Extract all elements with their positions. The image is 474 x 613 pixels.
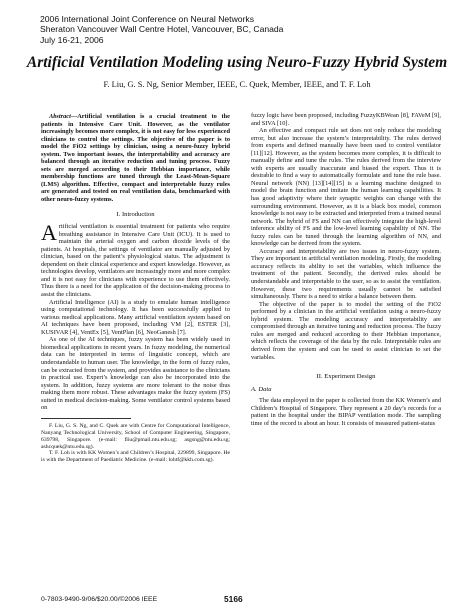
footnote-author-kkh: T. F. Loh is with KK Women’s and Children’s Hospital, 229899, Singapore. He is with the Department of Paediatric Medicine. (e-mail: lohtf@kkh.com.sg).: [41, 450, 230, 464]
paper-authors: F. Liu, G. S. Ng, Senior Member, IEEE, C. Quek, Member, IEEE, and T. F. Loh: [103, 80, 371, 89]
intro-paragraph-3: As one of the AI techniques, fuzzy system has been widely used in biomedical applications in recent years. In fuzzy modeling, the numerical data can be interpreted in terms of linguistic concept, which are understandable to human user. The knowledge, in the form of fuzzy rules, can be extracted from the system, and provides assistance to the clinicians in practical use. Expert’s knowledge can also be incorporated into the system. In addition, fuzzy systems are more tolerant to the noise thus making them more robust. These advantages make the fuzzy system (FS) suited in medical decision-making. Some ventilator control systems based on: [41, 336, 230, 412]
right-paragraph-4: The objective of the paper is to model the setting of the FiO2 performed by a clinician in the artificial ventilation using a neuro-fuzzy hybrid system. The modeling accuracy and interpretability are compromised through an iterative tuning and reduction process. The fuzzy rules are merged and reduced according to their Hebbian importance, which reflects the coverage of the data by the rule. Interpretable rules are derived from the system and can be used to assist clinician to set the variables.: [251, 300, 441, 361]
right-paragraph-3: Accuracy and interpretability are two issues in neuro-fuzzy system. They are important in artificial ventilation modeling. Firstly, the modeling accuracy reflects its ability to set the variables, which influence the treatment of the patient. Secondly, the derived rules should be understandable and interpretable to the user, so as to assist the ventilation. However, these two requirements usually cannot be satisfied simultaneously. There is a need to strike a balance between them.: [251, 247, 441, 301]
abstract: [41, 113, 230, 204]
left-column: [41, 113, 230, 464]
right-paragraph-2: An effective and compact rule set does not only reduce the modeling error, but also increase the system’s interpretability. The rules derived from experts and defined manually have been used to control ventilator [11][12]. However, as the system becomes more complex, it is difficult to manually define and tune the rules. The rules derived from the interview with experts are usually inaccurate and biased the expert. Thus it is desirable to find a way to automatically formulate and tune the rule base. Neural network (NN) [13][14][15] is a learning machine designed to model the brain function and imitate the human learning capabilities. It has good adaptivity where their synaptic weights can change with the surrounding environment. However, as it is a black box model, common knowledge is not easy to be extracted and interpreted from a trained neural network. The hybrid of FS and NN can effectively integrate the high-level inference ability of FS and the low-level learning capability of NN. The fuzzy rules can be tuned through the learning algorithm of NN, and knowledge can be derived from the system.: [251, 127, 441, 248]
intro-paragraph-2: Artificial Intelligence (AI) is a study to emulate human intelligence using computational technology. It has been successfully applied to various medical applications. Many artificial ventilation system based on AI techniques have been proposed, including VM [2], ESTER [3], KUSIVAR [4], VentEx [5], VentPlan [6], NeoGanesh [7].: [41, 298, 230, 336]
conference-header: [40, 14, 283, 45]
right-paragraph-1: fuzzy logic have been proposed, including FuzzyKBWean [8], FAVeM [9], and SIVA [10].: [251, 112, 441, 127]
intro-paragraph-1: [41, 220, 231, 299]
footnote-divider: [41, 418, 131, 419]
paper-title: Artificial Ventilation Modeling using Neuro-Fuzzy Hybrid System: [26, 54, 448, 71]
footnote-authors-ntu: F. Liu, G. S. Ng, and C. Quek are with Centre for Computational Intelligence, Nanyang Technological University, School of Computer Engineering, Singapore, 639798, Singapore. (e-mail: fliu@pmail.ntu.edu.sg; asgsng@ntu.edu.sg; ashcquek@ntu.edu.sg).: [41, 422, 230, 450]
page-number: 5166: [224, 594, 243, 604]
abstract-text: —Artificial ventilation is a crucial treatment to the patients in Intensive Care Unit. However, as the ventilator increasingly becomes more complex, it is not easy for less experienced clinicians to control the settings. The objective of the paper is to model the FiO2 settings by clinician, using a neuro-fuzzy hybrid system. Two important issues, the interpretability and accuracy are balanced through an iterative reduction and tuning process. Fuzzy sets are merged according to their Hebbian importance, while membership functions are tuned through the Least-Mean-Square (LMS) algorithm. Effective, compact and interpretable fuzzy rules are generated and tested on real ventilation data, benchmarked with other neuro-fuzzy systems.: [41, 113, 230, 204]
section-heading-experiment-design: II. Experiment Design: [316, 373, 376, 381]
conference-venue: Sheraton Vancouver Wall Centre Hotel, Vancouver, BC, Canada: [40, 24, 284, 35]
right-column: [251, 112, 441, 427]
drop-cap: A: [41, 220, 57, 246]
abstract-lead: Abstract: [49, 113, 71, 120]
intro-paragraph-1-text: rtificial ventilation is essential treatment for patients who require breathing assistance in Intensive Care Unit (ICU). It is used to maintain the arterial oxygen and carbon dioxide levels of the patients. At hospitals, the settings of ventilator are manually adjusted by clinician, based on the patient’s physiological status. The adjustment is dependent on their clinical experience and expert knowledge. However, as technologies develop, ventilators are increasingly more and more complex and it is not easy for clinicians with experience to use them effectively. Thus there is a need for the application of the decision-making process to assist the clinicians.: [41, 223, 231, 299]
subsection-heading-data: A. Data: [251, 385, 272, 393]
conference-date: July 16-21, 2006: [40, 34, 104, 45]
section-heading-introduction: I. Introduction: [116, 210, 155, 218]
data-paragraph: The data employed in the paper is collected from the KK Women’s and Children’s Hospital of Singapore. They represent a 20 day’s records for a patient in the hospital under the BIPAP ventilation mode. The sampling time of the record is about an hour. It consists of measured patient-status: [251, 397, 441, 427]
conference-name: 2006 International Joint Conference on Neural Networks: [40, 14, 255, 24]
isbn-line: 0-7803-9490-9/06/$20.00/©2006 IEEE: [41, 596, 158, 603]
